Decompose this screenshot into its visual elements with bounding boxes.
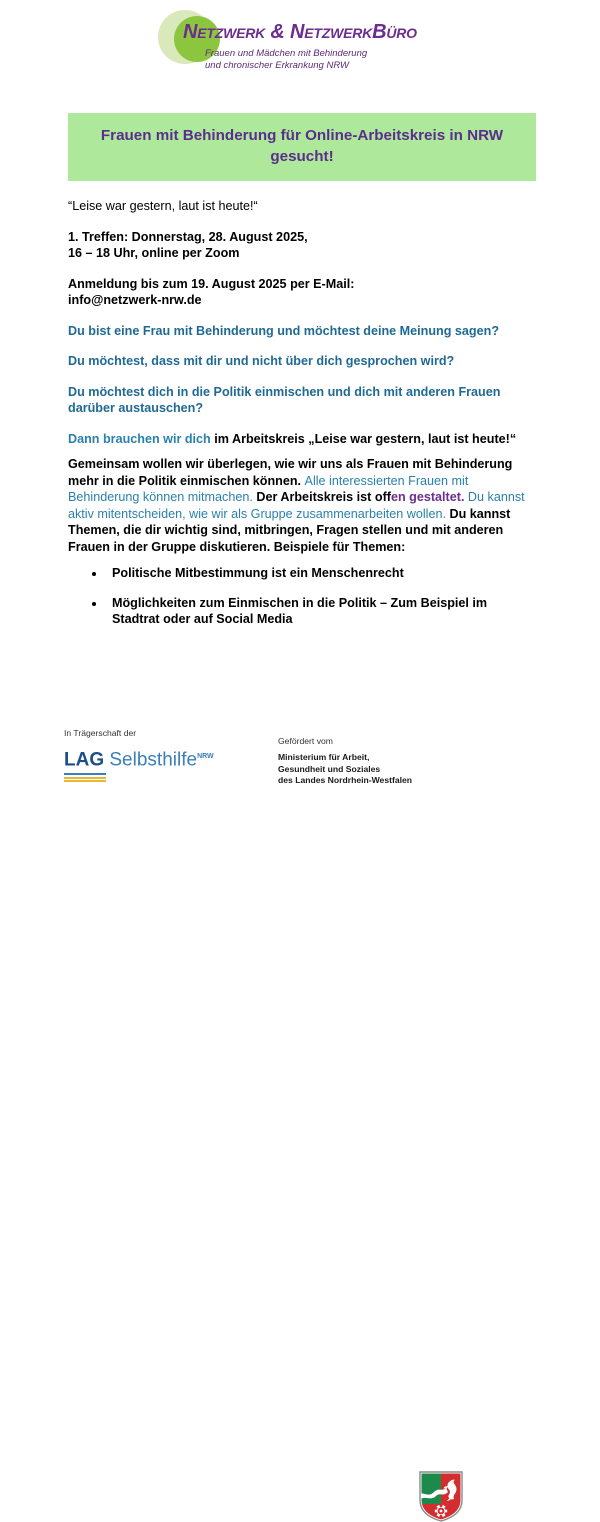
ministry-line-3: des Landes Nordrhein-Westfalen	[278, 775, 413, 785]
lag-selbsthilfe-logo	[64, 746, 274, 780]
logo-subtitle-line2: und chronischer Erkrankung NRW	[205, 60, 349, 71]
meeting-details	[68, 229, 538, 262]
headline-line2: gesucht!	[270, 148, 334, 165]
slogan-quote: “Leise war gestern, laut ist heute!“	[68, 199, 258, 213]
lag-logo-text	[64, 746, 274, 770]
logo-subtitle	[205, 48, 367, 72]
meeting-date: 1. Treffen: Donnerstag, 28. August 2025,	[68, 229, 308, 244]
funder-caption: Gefördert vom	[278, 736, 333, 746]
headline-line1: Frauen mit Behinderung für Online-Arbeitskreis in NRW	[100, 127, 504, 144]
desc-segment-5-highlight: Du kannst aktiv mitentscheiden, wie wir als Gruppe zusammenarbeiten wollen.	[68, 490, 525, 521]
desc-segment-4-highlight: en gestaltet.	[390, 490, 465, 504]
list-item: • Politische Mitbestimmung ist ein Menschenrecht	[106, 565, 538, 582]
description-paragraph	[68, 456, 538, 555]
desc-segment-3: Der Arbeitskreis ist off	[252, 490, 391, 504]
callout-rest: im Arbeitskreis „Leise war gestern, laut ist heute!“	[210, 431, 517, 446]
logo-title: Netzwerk & NetzwerkBüro	[183, 21, 417, 43]
logo-subtitle-line1: Frauen und Mädchen mit Behinderung	[205, 48, 368, 59]
lag-logo-word: Selbsthilfe	[104, 749, 198, 771]
funder-block	[278, 736, 568, 787]
list-item: • Möglichkeiten zum Einmischen in die Politik – Zum Beispiel im Stadtrat oder auf Social Media	[106, 595, 538, 628]
topics-list	[68, 565, 538, 628]
meeting-time: 16 – 18 Uhr, online per Zoom	[68, 246, 240, 260]
footer	[0, 728, 600, 800]
ministry-line-1: Ministerium für Arbeit,	[278, 752, 370, 762]
main-content	[68, 198, 538, 641]
question-1: Du bist eine Frau mit Behinderung und möchtest deine Meinung sagen?	[68, 323, 500, 338]
nrw-coat-of-arms-icon	[418, 1470, 464, 1522]
desc-segment-6: Du kannst Themen, die dir wichtig sind, mitbringen, Fragen stellen und mit anderen Frauen in der Gruppe diskutieren. Beispiele für Themen:	[68, 506, 511, 554]
organization-logo-header	[0, 8, 600, 94]
desc-segment-2-highlight: Alle interessierten Frauen mit Behinderung können mitmachen.	[68, 473, 469, 504]
lag-logo-bars-icon	[64, 773, 106, 782]
headline-banner	[68, 113, 536, 181]
logo-wrap	[150, 8, 450, 94]
sponsor-block	[64, 728, 274, 780]
callout-highlight: Dann brauchen wir dich	[68, 431, 211, 446]
ministry-line-2: Gesundheit und Soziales	[278, 763, 381, 774]
lag-logo-region: NRW	[197, 753, 214, 760]
registration-details	[68, 276, 538, 309]
lag-logo-acronym: LAG	[64, 749, 105, 771]
sponsor-caption: In Trägerschaft der	[64, 728, 137, 738]
ministry-name	[278, 752, 568, 787]
registration-deadline: Anmeldung bis zum 19. August 2025 per E-Mail:	[68, 276, 355, 291]
desc-segment-1: Gemeinsam wollen wir überlegen, wie wir uns als Frauen mit Behinderung mehr in die Politik einmischen können.	[68, 457, 513, 488]
question-2: Du möchtest, dass mit dir und nicht über dich gesprochen wird?	[68, 354, 455, 368]
question-3: Du möchtest dich in die Politik einmischen und dich mit anderen Frauen darüber austauschen?	[68, 384, 501, 415]
callout-line	[68, 431, 538, 448]
registration-email[interactable]: info@netzwerk-nrw.de	[68, 293, 202, 307]
